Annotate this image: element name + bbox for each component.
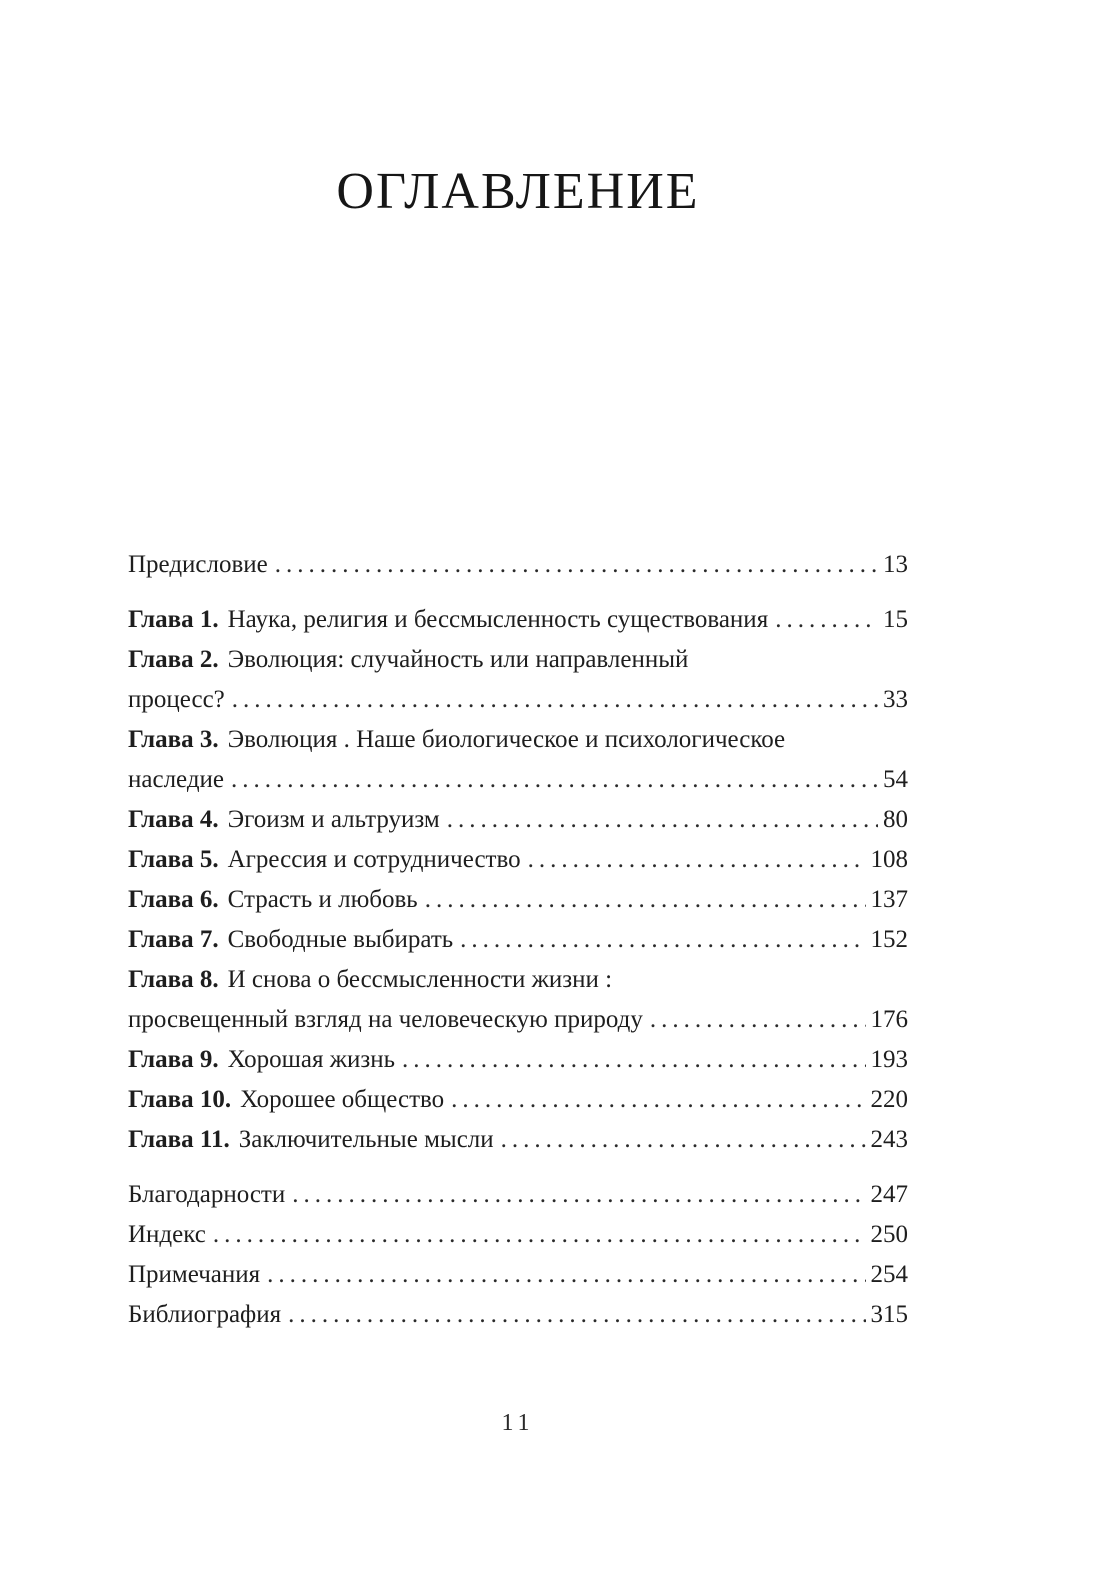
chapter-label: Глава 1.	[128, 606, 219, 633]
entry-title: наследие	[128, 766, 225, 793]
entry-title: процесс?	[128, 686, 225, 713]
entry-page-number: 220	[870, 1086, 908, 1113]
chapter-label: Глава 7.	[128, 926, 219, 953]
toc-row	[128, 545, 908, 585]
toc-row	[128, 800, 908, 840]
entry-page-number: 108	[870, 846, 908, 873]
toc-row	[128, 1000, 908, 1040]
chapter-label: Глава 8.	[128, 966, 219, 993]
dot-leader	[402, 1040, 865, 1080]
entry-title: Страсть и любовь	[227, 886, 418, 913]
chapter-label: Глава 10.	[128, 1086, 232, 1113]
entry-page-number: 247	[870, 1181, 908, 1208]
dot-leader	[460, 920, 865, 960]
entry-page-number: 137	[870, 886, 908, 913]
toc-row	[128, 1175, 908, 1215]
entry-title: Предисловие	[128, 551, 268, 578]
entry-title: Библиография	[128, 1301, 282, 1328]
entry-page-number: 15	[883, 606, 908, 633]
toc-row	[128, 1255, 908, 1295]
entry-page-number: 193	[870, 1046, 908, 1073]
dot-leader	[275, 545, 878, 585]
toc-row	[128, 1295, 908, 1335]
toc-row	[128, 1120, 908, 1160]
toc-list	[128, 545, 908, 1335]
entry-title: Индекс	[128, 1221, 206, 1248]
toc-row	[128, 760, 908, 800]
entry-title: Благодарности	[128, 1181, 286, 1208]
chapter-label: Глава 5.	[128, 846, 219, 873]
entry-page-number: 250	[870, 1221, 908, 1248]
dot-leader	[447, 800, 878, 840]
entry-title: Примечания	[128, 1261, 261, 1288]
toc-row	[128, 1040, 908, 1080]
dot-leader	[425, 880, 866, 920]
entry-title: Хорошая жизнь	[227, 1046, 396, 1073]
chapter-label: Глава 9.	[128, 1046, 219, 1073]
toc-row	[128, 1080, 908, 1120]
entry-page-number: 315	[870, 1301, 908, 1328]
dot-leader	[232, 680, 878, 720]
entry-title: Эгоизм и альтруизм	[227, 806, 440, 833]
entry-page-number: 33	[883, 686, 908, 713]
entry-page-number: 152	[870, 926, 908, 953]
chapter-label: Глава 2.	[128, 646, 219, 673]
chapter-label: Глава 4.	[128, 806, 219, 833]
toc-row	[128, 720, 908, 760]
toc-row	[128, 960, 908, 1000]
chapter-label: Глава 11.	[128, 1126, 230, 1153]
entry-page-number: 13	[883, 551, 908, 578]
dot-leader	[231, 760, 878, 800]
dot-leader	[528, 840, 866, 880]
entry-title: Эволюция: случайность или направленный	[227, 646, 689, 673]
entry-title: Свободные выбирать	[227, 926, 454, 953]
entry-title: Хорошее общество	[240, 1086, 445, 1113]
toc-row	[128, 920, 908, 960]
dot-leader	[650, 1000, 866, 1040]
toc-row	[128, 600, 908, 640]
dot-leader	[267, 1255, 865, 1295]
entry-page-number: 243	[870, 1126, 908, 1153]
entry-title: Агрессия и сотрудничество	[227, 846, 521, 873]
entry-page-number: 254	[870, 1261, 908, 1288]
dot-leader	[451, 1080, 865, 1120]
dot-leader	[213, 1215, 866, 1255]
entry-title: просвещенный взгляд на человеческую природу	[128, 1006, 643, 1033]
toc-row	[128, 1215, 908, 1255]
entry-page-number: 54	[883, 766, 908, 793]
dot-leader	[775, 600, 878, 640]
folio-page-number: 11	[501, 1410, 535, 1436]
entry-page-number: 80	[883, 806, 908, 833]
dot-leader	[288, 1295, 865, 1335]
toc-row	[128, 640, 908, 680]
dot-leader	[292, 1175, 865, 1215]
page-title: ОГЛАВЛЕНИЕ	[336, 163, 700, 220]
entry-page-number: 176	[870, 1006, 908, 1033]
toc-row	[128, 680, 908, 720]
chapter-label: Глава 6.	[128, 886, 219, 913]
toc-row	[128, 880, 908, 920]
entry-title: Заключительные мысли	[238, 1126, 494, 1153]
toc-row	[128, 840, 908, 880]
chapter-label: Глава 3.	[128, 726, 219, 753]
dot-leader	[501, 1120, 866, 1160]
entry-title: Наука, религия и бессмысленность существования	[227, 606, 769, 633]
entry-title: Эволюция . Наше биологическое и психологическое	[227, 726, 786, 753]
entry-title: И снова о бессмысленности жизни :	[227, 966, 613, 993]
